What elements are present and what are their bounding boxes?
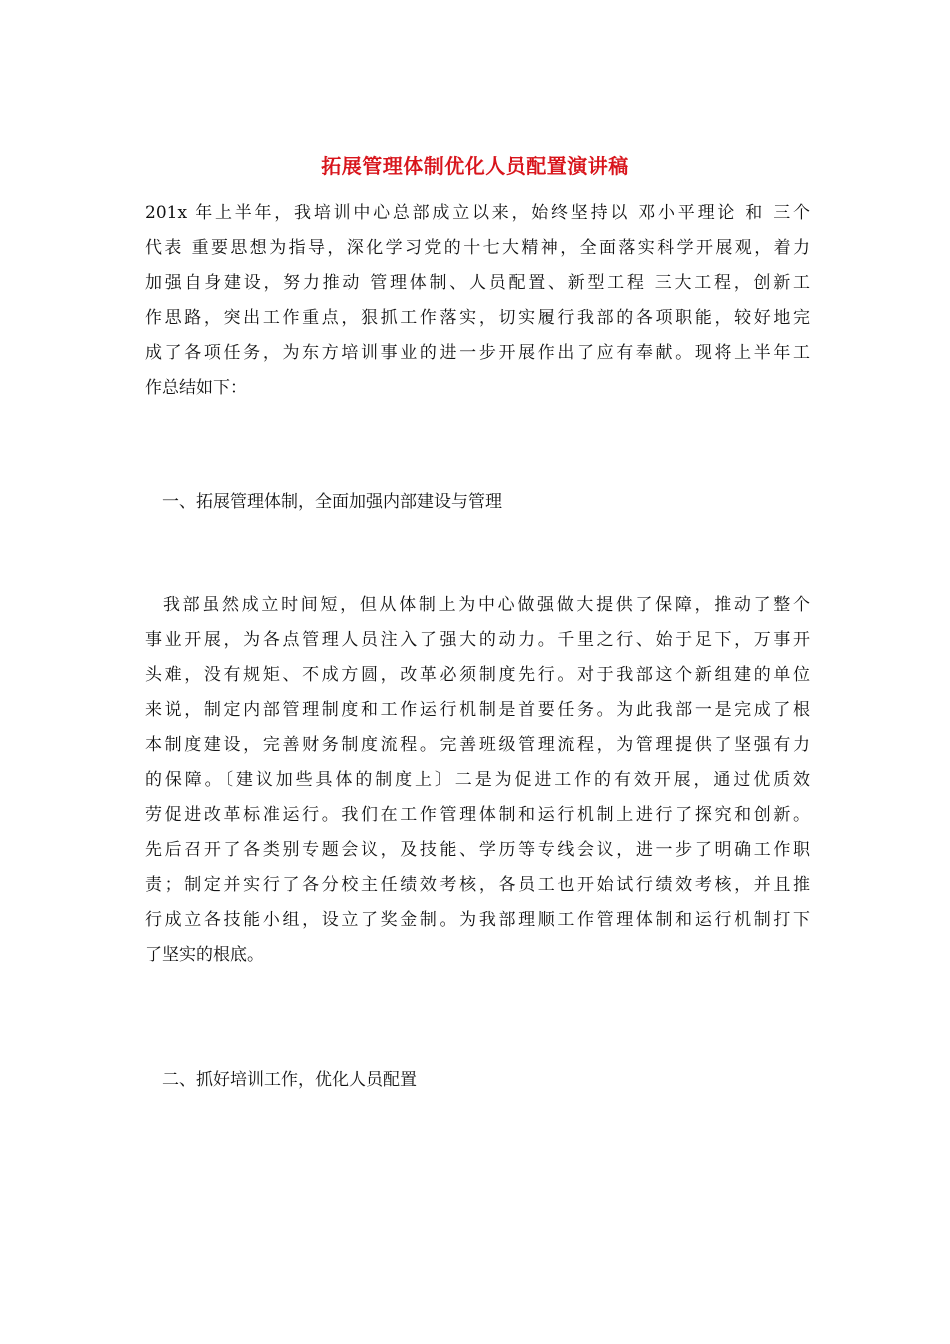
intro-line: 作总结如下： [145, 378, 247, 398]
section-1-line: 了坚实的根底。 [145, 945, 264, 965]
section-1-line: 本制度建设，完善财务制度流程。完善班级管理流程，为管理提供了坚强有力 [145, 735, 810, 755]
section-1-heading: 一、拓展管理体制，全面加强内部建设与管理 [162, 492, 502, 512]
section-1-line: 责；制定并实行了各分校主任绩效考核，各员工也开始试行绩效考核，并且推 [145, 875, 810, 895]
intro-paragraph [145, 196, 810, 406]
section-2-heading: 二、抓好培训工作，优化人员配置 [162, 1070, 417, 1090]
intro-line: 作思路，突出工作重点，狠抓工作落实，切实履行我部的各项职能，较好地完 [145, 308, 810, 328]
intro-line: 代表 重要思想为指导，深化学习党的十七大精神，全面落实科学开展观，着力 [145, 238, 810, 258]
section-1-line: 行成立各技能小组，设立了奖金制。为我部理顺工作管理体制和运行机制打下 [145, 910, 810, 930]
section-1-line: 头难，没有规矩、不成方圆，改革必须制度先行。对于我部这个新组建的单位 [145, 665, 810, 685]
intro-line: 加强自身建设，努力推动 管理体制、人员配置、新型工程 三大工程，创新工 [145, 273, 810, 293]
section-1-line: 我部虽然成立时间短，但从体制上为中心做强做大提供了保障，推动了整个 [163, 595, 810, 615]
section-1-line: 先后召开了各类别专题会议，及技能、学历等专线会议，进一步了明确工作职 [145, 840, 810, 860]
section-1-line: 劳促进改革标准运行。我们在工作管理体制和运行机制上进行了探究和创新。 [145, 805, 810, 825]
intro-line: 成了各项任务，为东方培训事业的进一步开展作出了应有奉献。现将上半年工 [145, 343, 810, 363]
section-1-line: 来说，制定内部管理制度和工作运行机制是首要任务。为此我部一是完成了根 [145, 700, 810, 720]
section-1-line: 的保障。〔建议加些具体的制度上〕二是为促进工作的有效开展，通过优质效 [145, 770, 810, 790]
section-1-paragraph [145, 588, 810, 973]
document-title: 拓展管理体制优化人员配置演讲稿 [321, 154, 629, 178]
section-1-line: 事业开展，为各点管理人员注入了强大的动力。千里之行、始于足下，万事开 [145, 630, 810, 650]
intro-line: 201x 年上半年，我培训中心总部成立以来，始终坚持以 邓小平理论 和 三个 [145, 203, 810, 223]
